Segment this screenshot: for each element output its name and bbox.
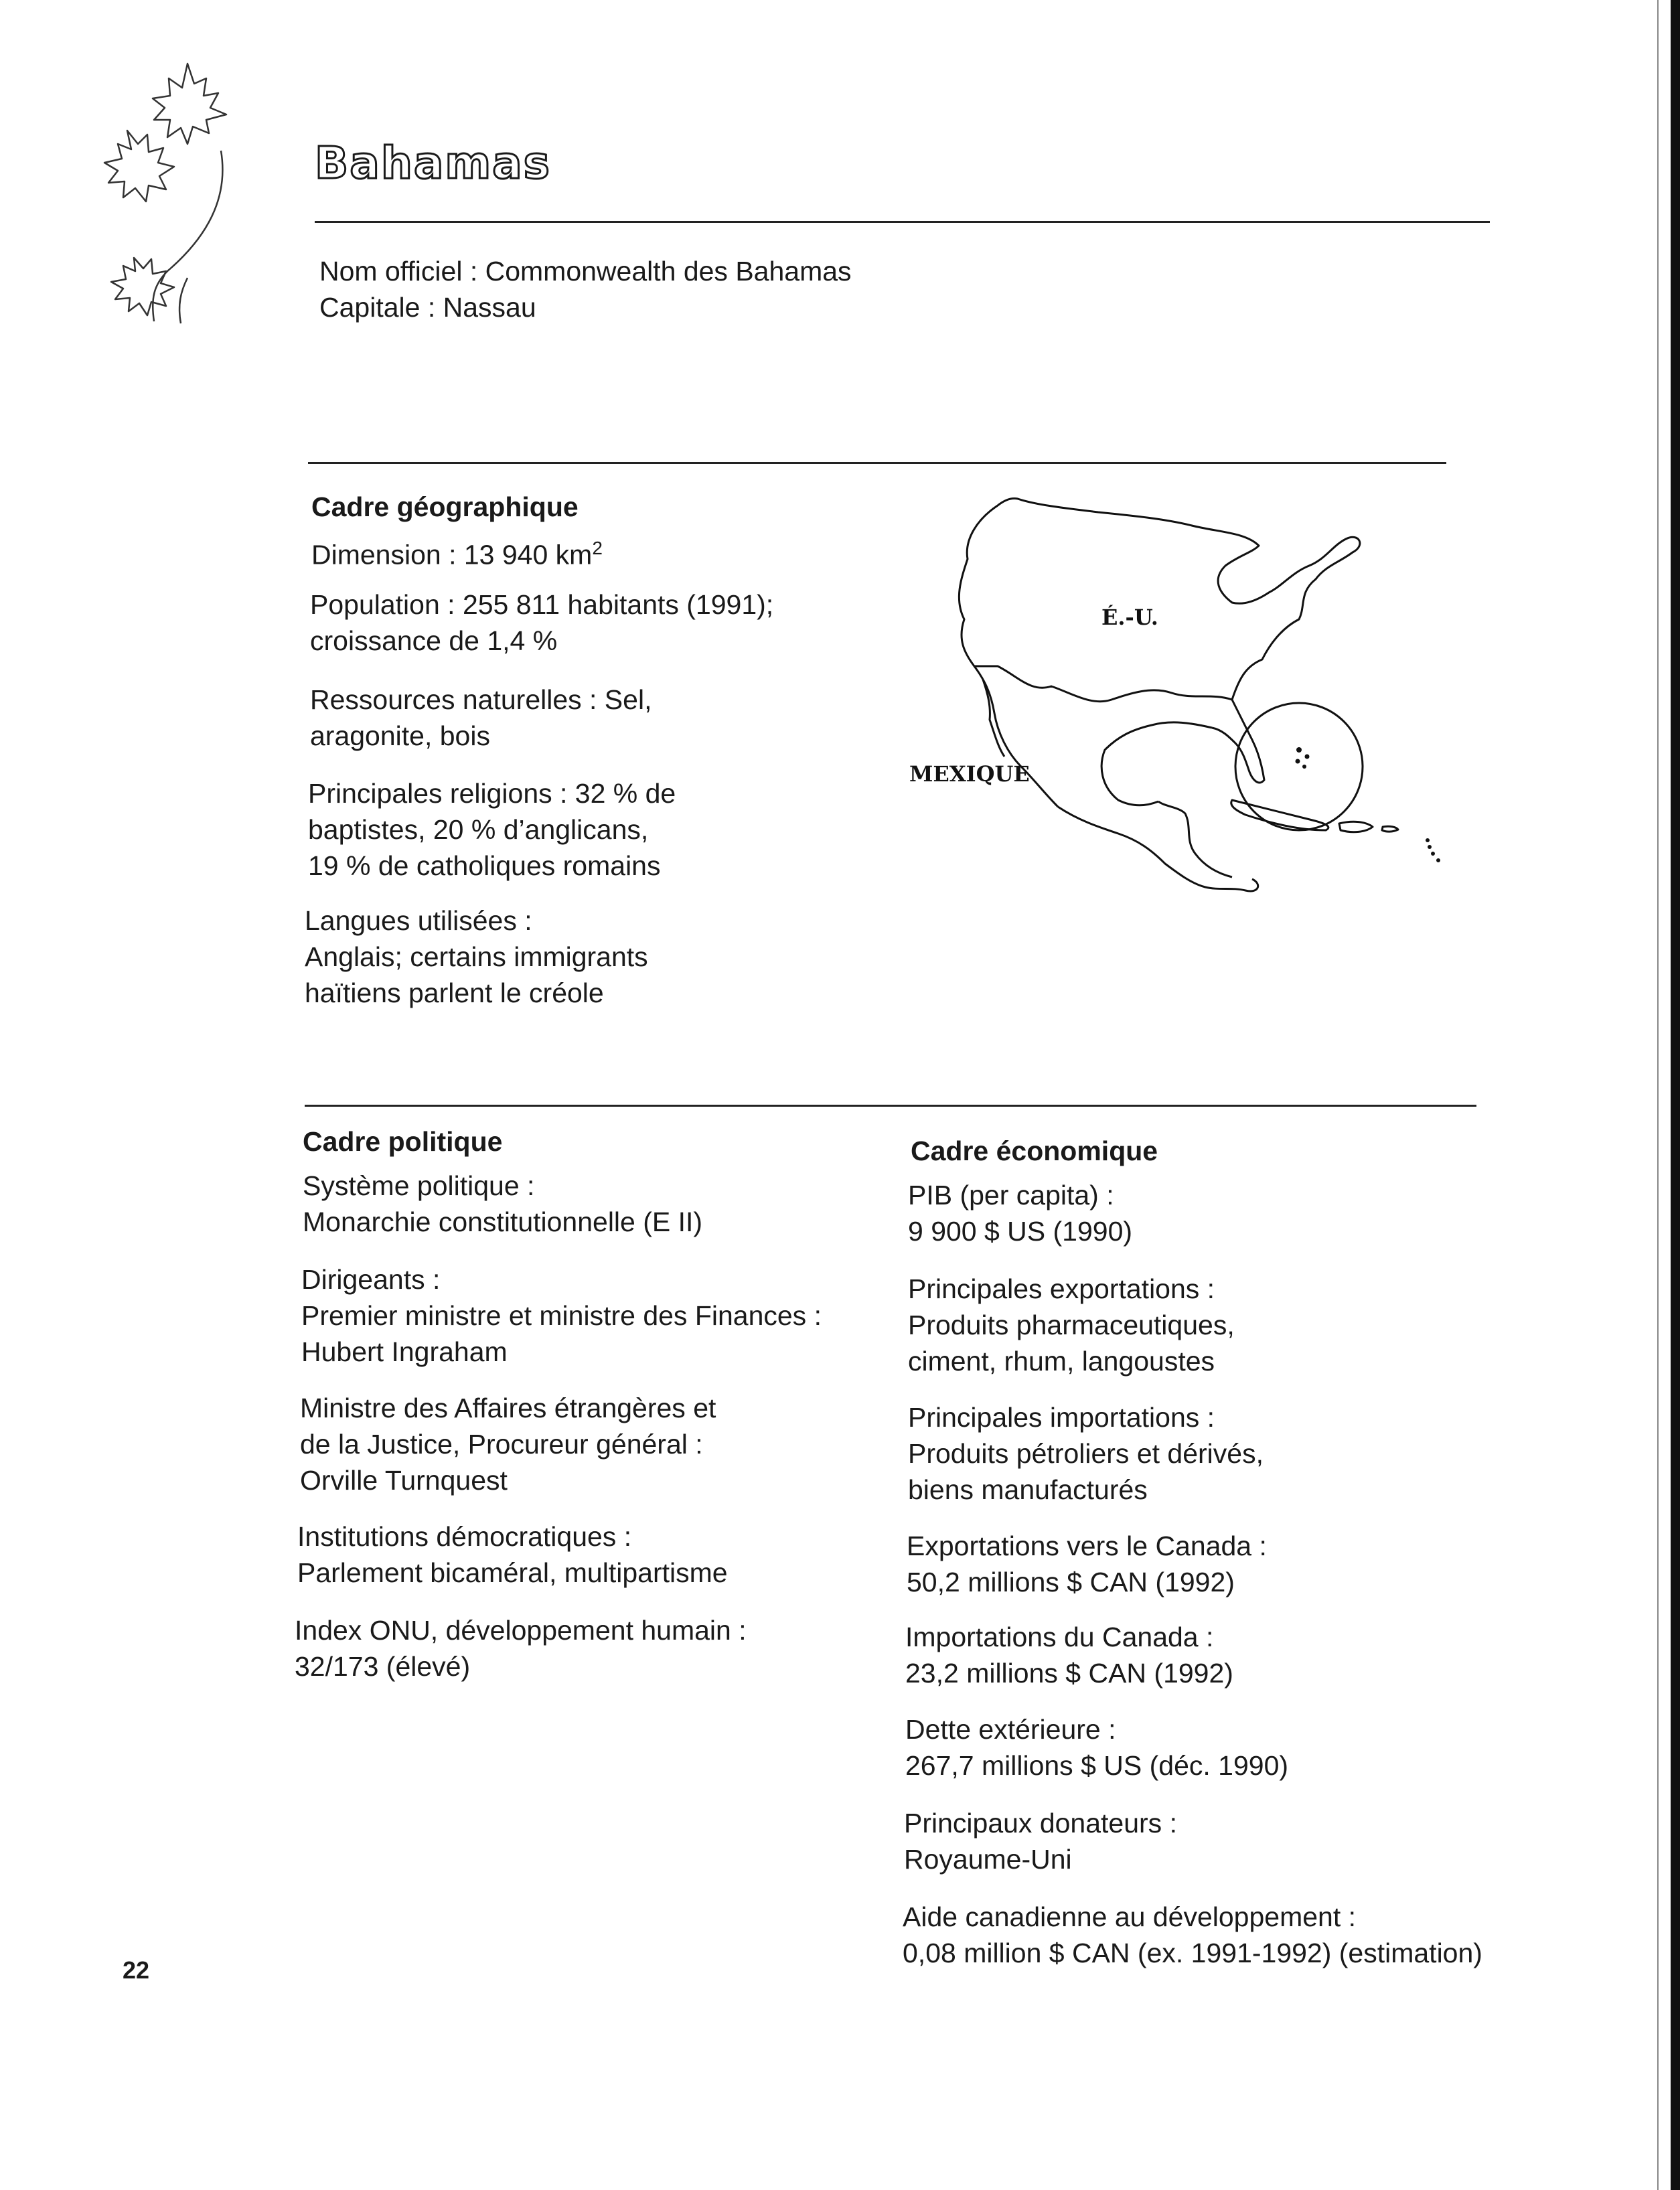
religions-line: 19 % de catholiques romains <box>308 850 661 881</box>
imports-line: biens manufacturés <box>908 1474 1148 1505</box>
title-divider <box>315 221 1490 223</box>
imports-label: Principales importations : <box>908 1402 1215 1433</box>
exports-canada-label: Exportations vers le Canada : <box>907 1531 1267 1561</box>
hdi-label: Index ONU, développement humain : <box>295 1615 747 1646</box>
map-label-us: É.-U. <box>1101 605 1158 630</box>
population-line: croissance de 1,4 % <box>310 625 558 656</box>
dimension-text: Dimension : 13 940 km <box>311 539 593 570</box>
map-label-mexico: MEXIQUE <box>909 761 1030 787</box>
political-system-value: Monarchie constitutionnelle (E II) <box>303 1206 703 1237</box>
leaders-label: Dirigeants : <box>301 1264 441 1295</box>
political-system-label: Système politique : <box>303 1170 535 1201</box>
leaders-line: Premier ministre et ministre des Finances : <box>301 1300 822 1331</box>
population-line: Population : 255 811 habitants (1991); <box>310 589 774 620</box>
dimension-superscript: 2 <box>592 538 603 558</box>
debt-value: 267,7 millions $ US (déc. 1990) <box>905 1750 1289 1781</box>
section-divider <box>308 462 1446 464</box>
hdi-value: 32/173 (élevé) <box>295 1651 471 1682</box>
political-system <box>303 1168 702 1240</box>
exports-canada-value: 50,2 millions $ CAN (1992) <box>907 1567 1235 1597</box>
aid-label: Aide canadienne au développement : <box>903 1901 1357 1932</box>
donors-value: Royaume-Uni <box>904 1844 1072 1875</box>
aid-value: 0,08 million $ CAN (ex. 1991-1992) (estimation) <box>903 1938 1482 1968</box>
exports-line: Produits pharmaceutiques, <box>908 1310 1235 1340</box>
languages <box>305 903 648 1011</box>
gdp-value: 9 900 $ US (1990) <box>908 1216 1133 1247</box>
gdp <box>908 1177 1132 1249</box>
politics-heading: Cadre politique <box>303 1126 503 1157</box>
imports-line: Produits pétroliers et dérivés, <box>908 1438 1264 1469</box>
geography-heading: Cadre géographique <box>311 491 579 522</box>
page-edge <box>1671 0 1680 2190</box>
debt-label: Dette extérieure : <box>905 1714 1116 1745</box>
leaders-line: Hubert Ingraham <box>301 1336 508 1367</box>
democratic-institutions <box>297 1518 728 1591</box>
population <box>310 586 773 659</box>
section-divider <box>305 1105 1476 1107</box>
page-edge-shadow <box>1657 0 1659 2190</box>
foreign-minister <box>300 1390 716 1498</box>
donors-label: Principaux donateurs : <box>904 1808 1177 1839</box>
dimension <box>311 530 603 573</box>
resources-line: Ressources naturelles : Sel, <box>310 684 652 715</box>
page-number: 22 <box>123 1956 150 1984</box>
leaders <box>301 1261 822 1370</box>
maple-leaf-icon <box>87 57 261 325</box>
religions-line: baptistes, 20 % d’anglicans, <box>308 814 649 845</box>
north-america-map <box>897 492 1473 907</box>
gdp-label: PIB (per capita) : <box>908 1180 1114 1210</box>
imports-canada-value: 23,2 millions $ CAN (1992) <box>905 1658 1233 1689</box>
main-donors <box>904 1805 1177 1877</box>
official-name: Nom officiel : Commonwealth des Bahamas <box>319 256 852 287</box>
institutions-value: Parlement bicaméral, multipartisme <box>297 1557 728 1588</box>
exports-to-canada <box>907 1528 1267 1600</box>
canadian-aid <box>903 1899 1482 1971</box>
imports-canada-label: Importations du Canada : <box>905 1622 1214 1652</box>
exports-line: ciment, rhum, langoustes <box>908 1346 1215 1377</box>
foreign-minister-line: Orville Turnquest <box>300 1465 508 1496</box>
religions-line: Principales religions : 32 % de <box>308 778 676 809</box>
languages-line: Anglais; certains immigrants <box>305 941 648 972</box>
foreign-minister-line: de la Justice, Procureur général : <box>300 1429 703 1460</box>
foreign-minister-line: Ministre des Affaires étrangères et <box>300 1393 716 1423</box>
natural-resources <box>310 682 652 754</box>
main-imports <box>908 1399 1264 1508</box>
resources-line: aragonite, bois <box>310 720 490 751</box>
economy-heading: Cadre économique <box>911 1136 1158 1166</box>
languages-line: Langues utilisées : <box>305 905 532 936</box>
exports-label: Principales exportations : <box>908 1273 1215 1304</box>
religions <box>308 775 676 884</box>
capital: Capitale : Nassau <box>319 292 536 323</box>
external-debt <box>905 1711 1288 1784</box>
human-development-index <box>295 1612 747 1685</box>
main-exports <box>908 1271 1235 1379</box>
page-title: Bahamas <box>315 137 551 189</box>
institutions-label: Institutions démocratiques : <box>297 1521 632 1552</box>
languages-line: haïtiens parlent le créole <box>305 977 604 1008</box>
imports-from-canada <box>905 1619 1233 1691</box>
